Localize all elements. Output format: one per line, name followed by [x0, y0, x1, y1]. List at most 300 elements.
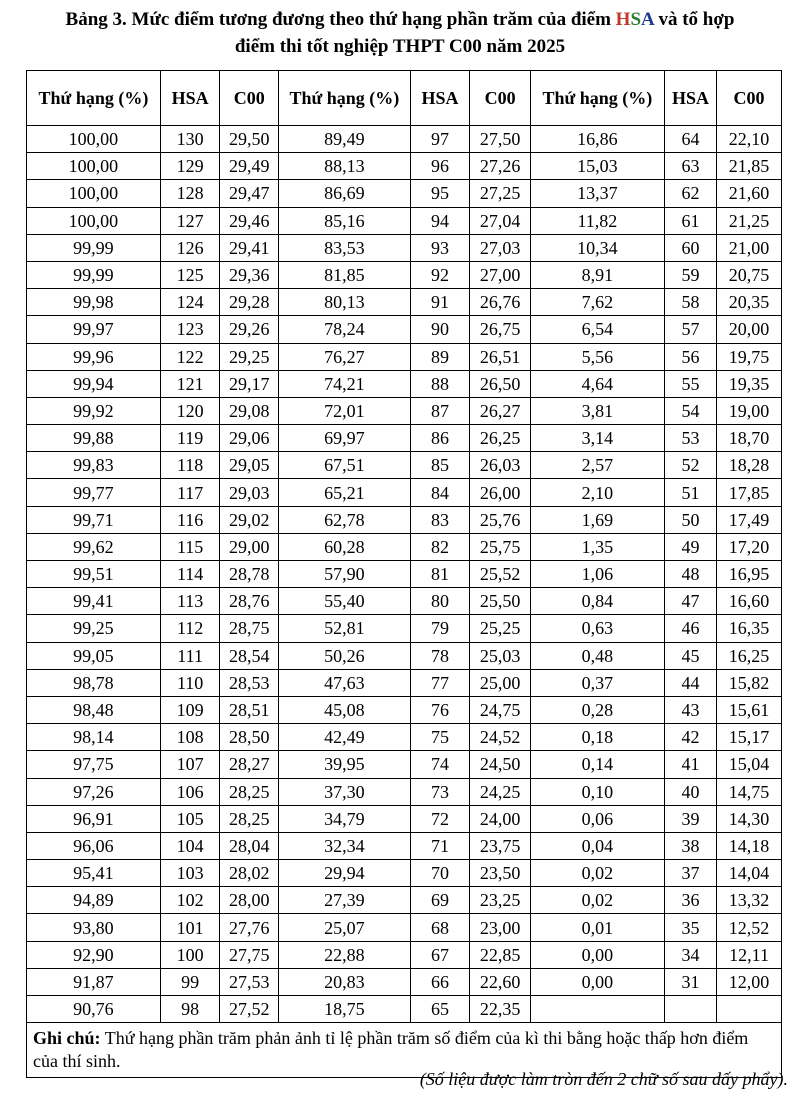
- table-cell: 115: [160, 533, 220, 560]
- table-cell: 21,85: [717, 153, 782, 180]
- column-header: C00: [470, 71, 531, 126]
- table-cell: 79: [410, 615, 470, 642]
- table-row: [27, 778, 782, 805]
- table-cell: 0,10: [530, 778, 664, 805]
- table-cell: 108: [160, 724, 220, 751]
- table-cell: 13,37: [530, 180, 664, 207]
- note-label: Ghi chú:: [33, 1028, 101, 1049]
- table-cell: 70: [410, 860, 470, 887]
- table-cell: 125: [160, 261, 220, 288]
- table-cell: 38: [664, 832, 716, 859]
- title-line-1: [0, 6, 800, 33]
- table-cell: 57,90: [278, 561, 410, 588]
- table-cell: 85: [410, 452, 470, 479]
- table-cell: 60: [664, 234, 716, 261]
- table-row: [27, 588, 782, 615]
- score-table: [26, 70, 782, 1078]
- table-cell: 82: [410, 533, 470, 560]
- table-cell: 25,25: [470, 615, 531, 642]
- table-cell: 14,18: [717, 832, 782, 859]
- table-row: [27, 968, 782, 995]
- table-cell: 93,80: [27, 914, 161, 941]
- table-cell: 99,92: [27, 397, 161, 424]
- table-cell: 27,26: [470, 153, 531, 180]
- table-row: [27, 289, 782, 316]
- table-cell: 25,03: [470, 642, 531, 669]
- table-cell: 20,75: [717, 261, 782, 288]
- table-cell: 16,95: [717, 561, 782, 588]
- table-cell: 102: [160, 887, 220, 914]
- table-cell: 28,27: [220, 751, 279, 778]
- table-row: [27, 724, 782, 751]
- table-cell: 21,25: [717, 207, 782, 234]
- table-cell: 15,82: [717, 669, 782, 696]
- table-cell: 122: [160, 343, 220, 370]
- table-cell: 39,95: [278, 751, 410, 778]
- table-row: [27, 180, 782, 207]
- table-cell: 104: [160, 832, 220, 859]
- table-cell: 12,00: [717, 968, 782, 995]
- table-cell: 32,34: [278, 832, 410, 859]
- table-cell: 94: [410, 207, 470, 234]
- table-cell: 29,41: [220, 234, 279, 261]
- table-cell: 97: [410, 126, 470, 153]
- table-cell: 99,83: [27, 452, 161, 479]
- table-cell: 26,75: [470, 316, 531, 343]
- table-cell: 16,25: [717, 642, 782, 669]
- table-cell: 80,13: [278, 289, 410, 316]
- table-cell: 130: [160, 126, 220, 153]
- table-cell: 25,50: [470, 588, 531, 615]
- table-cell: 88: [410, 370, 470, 397]
- table-cell: 12,11: [717, 941, 782, 968]
- table-cell: 2,57: [530, 452, 664, 479]
- table-cell: 26,27: [470, 397, 531, 424]
- table-cell: 22,88: [278, 941, 410, 968]
- table-cell: 27,75: [220, 941, 279, 968]
- table-cell: 28,04: [220, 832, 279, 859]
- table-cell: 29,17: [220, 370, 279, 397]
- column-header: HSA: [410, 71, 470, 126]
- table-row: [27, 669, 782, 696]
- table-cell: 0,63: [530, 615, 664, 642]
- table-cell: 28,75: [220, 615, 279, 642]
- table-cell: 129: [160, 153, 220, 180]
- table-cell: 99,99: [27, 261, 161, 288]
- table-cell: 29,47: [220, 180, 279, 207]
- table-cell: 0,48: [530, 642, 664, 669]
- table-row: [27, 425, 782, 452]
- table-cell: 27,50: [470, 126, 531, 153]
- table-cell: 124: [160, 289, 220, 316]
- title-line-2: điểm thi tốt nghiệp THPT C00 năm 2025: [234, 36, 566, 57]
- table-cell: 99,98: [27, 289, 161, 316]
- table-cell: 106: [160, 778, 220, 805]
- table-cell: 0,06: [530, 805, 664, 832]
- table-cell: 99: [160, 968, 220, 995]
- table-row: [27, 397, 782, 424]
- column-header: HSA: [664, 71, 716, 126]
- table-cell: 23,75: [470, 832, 531, 859]
- table-cell: 127: [160, 207, 220, 234]
- table-cell: 88,13: [278, 153, 410, 180]
- table-cell: 100: [160, 941, 220, 968]
- table-cell: 53: [664, 425, 716, 452]
- table-cell: 18,70: [717, 425, 782, 452]
- table-cell: 47,63: [278, 669, 410, 696]
- table-cell: 73: [410, 778, 470, 805]
- table-cell: 5,56: [530, 343, 664, 370]
- table-cell: 1,06: [530, 561, 664, 588]
- table-cell: 16,86: [530, 126, 664, 153]
- table-cell: 0,28: [530, 696, 664, 723]
- table-cell: 110: [160, 669, 220, 696]
- table-row: [27, 887, 782, 914]
- table-cell: 16,60: [717, 588, 782, 615]
- table-cell: 60,28: [278, 533, 410, 560]
- table-cell: 15,61: [717, 696, 782, 723]
- table-cell: 42,49: [278, 724, 410, 751]
- table-cell: 71: [410, 832, 470, 859]
- table-cell: 20,35: [717, 289, 782, 316]
- table-cell: 121: [160, 370, 220, 397]
- table-cell: 97,26: [27, 778, 161, 805]
- table-cell: 89: [410, 343, 470, 370]
- table-cell: 15,17: [717, 724, 782, 751]
- table-cell: 3,81: [530, 397, 664, 424]
- table-cell: 28,50: [220, 724, 279, 751]
- table-cell: 66: [410, 968, 470, 995]
- note-text: Thứ hạng phần trăm phản ảnh tỉ lệ phần trăm số điểm của kì thi bằng hoặc thấp hơn điểm của thí sinh.: [33, 1028, 749, 1072]
- table-cell: 27,53: [220, 968, 279, 995]
- table-cell: 58: [664, 289, 716, 316]
- column-header: HSA: [160, 71, 220, 126]
- table-cell: 28,53: [220, 669, 279, 696]
- table-cell: 123: [160, 316, 220, 343]
- table-cell: 72,01: [278, 397, 410, 424]
- table-cell: 27,52: [220, 996, 279, 1023]
- table-cell: [664, 996, 716, 1023]
- table-cell: 24,52: [470, 724, 531, 751]
- table-cell: 0,37: [530, 669, 664, 696]
- column-header: Thứ hạng (%): [27, 71, 161, 126]
- table-cell: 28,25: [220, 805, 279, 832]
- table-cell: 87: [410, 397, 470, 424]
- table-cell: 98,14: [27, 724, 161, 751]
- table-cell: 49: [664, 533, 716, 560]
- table-cell: 24,25: [470, 778, 531, 805]
- table-cell: 83,53: [278, 234, 410, 261]
- table-cell: 50,26: [278, 642, 410, 669]
- table-row: [27, 316, 782, 343]
- table-cell: 107: [160, 751, 220, 778]
- table-cell: 46: [664, 615, 716, 642]
- table-cell: 29,00: [220, 533, 279, 560]
- table-cell: 62,78: [278, 506, 410, 533]
- table-row: [27, 533, 782, 560]
- table-cell: 29,46: [220, 207, 279, 234]
- table-cell: 76: [410, 696, 470, 723]
- table-cell: 68: [410, 914, 470, 941]
- table-cell: 69: [410, 887, 470, 914]
- table-cell: 112: [160, 615, 220, 642]
- table-cell: 19,00: [717, 397, 782, 424]
- table-cell: 65: [410, 996, 470, 1023]
- table-cell: 55: [664, 370, 716, 397]
- table-cell: 128: [160, 180, 220, 207]
- table-cell: 41: [664, 751, 716, 778]
- table-cell: 74,21: [278, 370, 410, 397]
- table-cell: 17,20: [717, 533, 782, 560]
- table-cell: 20,00: [717, 316, 782, 343]
- table-row: [27, 506, 782, 533]
- table-cell: 8,91: [530, 261, 664, 288]
- table-cell: 105: [160, 805, 220, 832]
- table-cell: 90,76: [27, 996, 161, 1023]
- table-cell: 103: [160, 860, 220, 887]
- table-cell: 116: [160, 506, 220, 533]
- table-cell: 15,03: [530, 153, 664, 180]
- table-cell: 119: [160, 425, 220, 452]
- table-cell: 37: [664, 860, 716, 887]
- table-cell: 25,07: [278, 914, 410, 941]
- table-cell: 117: [160, 479, 220, 506]
- title-text-end: và tổ hợp: [653, 9, 735, 30]
- rounding-footnote: (Số liệu được làm tròn đến 2 chữ số sau dấy phẩy).: [419, 1069, 788, 1089]
- table-cell: 31: [664, 968, 716, 995]
- table-cell: 99,71: [27, 506, 161, 533]
- table-cell: 20,83: [278, 968, 410, 995]
- table-cell: 100,00: [27, 126, 161, 153]
- table-cell: 12,52: [717, 914, 782, 941]
- table-cell: 101: [160, 914, 220, 941]
- table-cell: 27,39: [278, 887, 410, 914]
- table-cell: 98,48: [27, 696, 161, 723]
- table-cell: 86: [410, 425, 470, 452]
- table-cell: 4,64: [530, 370, 664, 397]
- table-cell: 28,51: [220, 696, 279, 723]
- table-cell: 19,75: [717, 343, 782, 370]
- table-cell: 14,04: [717, 860, 782, 887]
- table-cell: 62: [664, 180, 716, 207]
- table-cell: 0,04: [530, 832, 664, 859]
- table-cell: 28,76: [220, 588, 279, 615]
- table-cell: 75: [410, 724, 470, 751]
- table-cell: 0,00: [530, 968, 664, 995]
- table-cell: 45: [664, 642, 716, 669]
- table-cell: 90: [410, 316, 470, 343]
- table-cell: 67,51: [278, 452, 410, 479]
- table-cell: 65,21: [278, 479, 410, 506]
- table-cell: 43: [664, 696, 716, 723]
- table-cell: 25,52: [470, 561, 531, 588]
- table-cell: 99,96: [27, 343, 161, 370]
- table-cell: 86,69: [278, 180, 410, 207]
- table-cell: 22,60: [470, 968, 531, 995]
- table-cell: 67: [410, 941, 470, 968]
- table-cell: 27,00: [470, 261, 531, 288]
- table-cell: 24,00: [470, 805, 531, 832]
- table-cell: 98,78: [27, 669, 161, 696]
- table-cell: 28,02: [220, 860, 279, 887]
- table-row: [27, 207, 782, 234]
- column-header: Thứ hạng (%): [278, 71, 410, 126]
- table-cell: 0,84: [530, 588, 664, 615]
- table-cell: 29,05: [220, 452, 279, 479]
- table-row: [27, 126, 782, 153]
- table-row: [27, 615, 782, 642]
- table-cell: 23,00: [470, 914, 531, 941]
- table-row: [27, 751, 782, 778]
- table-cell: 26,50: [470, 370, 531, 397]
- table-cell: 19,35: [717, 370, 782, 397]
- table-cell: 111: [160, 642, 220, 669]
- table-cell: 99,77: [27, 479, 161, 506]
- table-cell: 109: [160, 696, 220, 723]
- table-cell: 26,00: [470, 479, 531, 506]
- table-cell: 29,26: [220, 316, 279, 343]
- table-cell: 24,75: [470, 696, 531, 723]
- table-cell: 22,35: [470, 996, 531, 1023]
- table-row: [27, 370, 782, 397]
- table-cell: 10,34: [530, 234, 664, 261]
- table-row: [27, 343, 782, 370]
- table-cell: 113: [160, 588, 220, 615]
- table-cell: 92: [410, 261, 470, 288]
- table-cell: 54: [664, 397, 716, 424]
- table-cell: 29,36: [220, 261, 279, 288]
- table-cell: 92,90: [27, 941, 161, 968]
- table-cell: 89,49: [278, 126, 410, 153]
- table-cell: 63: [664, 153, 716, 180]
- table-cell: 0,14: [530, 751, 664, 778]
- table-cell: 95: [410, 180, 470, 207]
- table-cell: 11,82: [530, 207, 664, 234]
- header-row: [27, 71, 782, 126]
- table-row: [27, 832, 782, 859]
- table-cell: 99,41: [27, 588, 161, 615]
- table-cell: 100,00: [27, 180, 161, 207]
- table-cell: 35: [664, 914, 716, 941]
- table-row: [27, 642, 782, 669]
- table-row: [27, 452, 782, 479]
- table-cell: [530, 996, 664, 1023]
- table-cell: 14,75: [717, 778, 782, 805]
- table-cell: 91,87: [27, 968, 161, 995]
- table-cell: 77: [410, 669, 470, 696]
- table-cell: 39: [664, 805, 716, 832]
- table-cell: 0,02: [530, 860, 664, 887]
- table-cell: 81: [410, 561, 470, 588]
- table-cell: 2,10: [530, 479, 664, 506]
- table-row: [27, 479, 782, 506]
- table-cell: 47: [664, 588, 716, 615]
- table-cell: 120: [160, 397, 220, 424]
- table-cell: 95,41: [27, 860, 161, 887]
- table-cell: 29,06: [220, 425, 279, 452]
- table-cell: 29,08: [220, 397, 279, 424]
- table-cell: 29,03: [220, 479, 279, 506]
- table-cell: 27,04: [470, 207, 531, 234]
- table-cell: 85,16: [278, 207, 410, 234]
- table-cell: 0,00: [530, 941, 664, 968]
- hsa-letter-a: A: [641, 9, 654, 30]
- table-cell: 55,40: [278, 588, 410, 615]
- table-cell: 16,35: [717, 615, 782, 642]
- table-cell: 44: [664, 669, 716, 696]
- table-cell: 23,25: [470, 887, 531, 914]
- table-cell: 28,25: [220, 778, 279, 805]
- table-cell: 34: [664, 941, 716, 968]
- table-row: [27, 941, 782, 968]
- table-row: [27, 261, 782, 288]
- table-cell: 52: [664, 452, 716, 479]
- table-cell: 69,97: [278, 425, 410, 452]
- table-cell: 26,25: [470, 425, 531, 452]
- table-cell: 99,99: [27, 234, 161, 261]
- table-cell: 17,49: [717, 506, 782, 533]
- table-cell: 45,08: [278, 696, 410, 723]
- column-header: Thứ hạng (%): [530, 71, 664, 126]
- table-cell: 29,25: [220, 343, 279, 370]
- table-cell: 97,75: [27, 751, 161, 778]
- column-header: C00: [220, 71, 279, 126]
- table-cell: 99,25: [27, 615, 161, 642]
- table-cell: 40: [664, 778, 716, 805]
- table-cell: 18,75: [278, 996, 410, 1023]
- table-cell: 56: [664, 343, 716, 370]
- table-cell: 42: [664, 724, 716, 751]
- table-cell: 23,50: [470, 860, 531, 887]
- table-cell: 50: [664, 506, 716, 533]
- table-cell: 0,02: [530, 887, 664, 914]
- table-cell: 27,76: [220, 914, 279, 941]
- table-cell: 64: [664, 126, 716, 153]
- table-cell: 126: [160, 234, 220, 261]
- table-cell: 99,62: [27, 533, 161, 560]
- table-cell: [717, 996, 782, 1023]
- table-cell: 13,32: [717, 887, 782, 914]
- table-cell: 57: [664, 316, 716, 343]
- table-cell: 96,06: [27, 832, 161, 859]
- table-cell: 96: [410, 153, 470, 180]
- table-cell: 59: [664, 261, 716, 288]
- table-cell: 100,00: [27, 207, 161, 234]
- table-cell: 26,76: [470, 289, 531, 316]
- table-cell: 28,54: [220, 642, 279, 669]
- table-cell: 29,94: [278, 860, 410, 887]
- table-row: [27, 805, 782, 832]
- table-cell: 99,88: [27, 425, 161, 452]
- table-cell: 25,76: [470, 506, 531, 533]
- table-cell: 1,69: [530, 506, 664, 533]
- table-cell: 21,60: [717, 180, 782, 207]
- table-cell: 28,78: [220, 561, 279, 588]
- title-text: Bảng 3. Mức điểm tương đương theo thứ hạng phần trăm của điểm: [65, 9, 616, 30]
- table-cell: 99,94: [27, 370, 161, 397]
- table-cell: 34,79: [278, 805, 410, 832]
- table-cell: 36: [664, 887, 716, 914]
- table-cell: 26,03: [470, 452, 531, 479]
- table-row: [27, 696, 782, 723]
- table-cell: 94,89: [27, 887, 161, 914]
- table-cell: 98: [160, 996, 220, 1023]
- table-cell: 22,10: [717, 126, 782, 153]
- table-title: [0, 6, 800, 60]
- table-cell: 7,62: [530, 289, 664, 316]
- table-cell: 29,28: [220, 289, 279, 316]
- table-cell: 84: [410, 479, 470, 506]
